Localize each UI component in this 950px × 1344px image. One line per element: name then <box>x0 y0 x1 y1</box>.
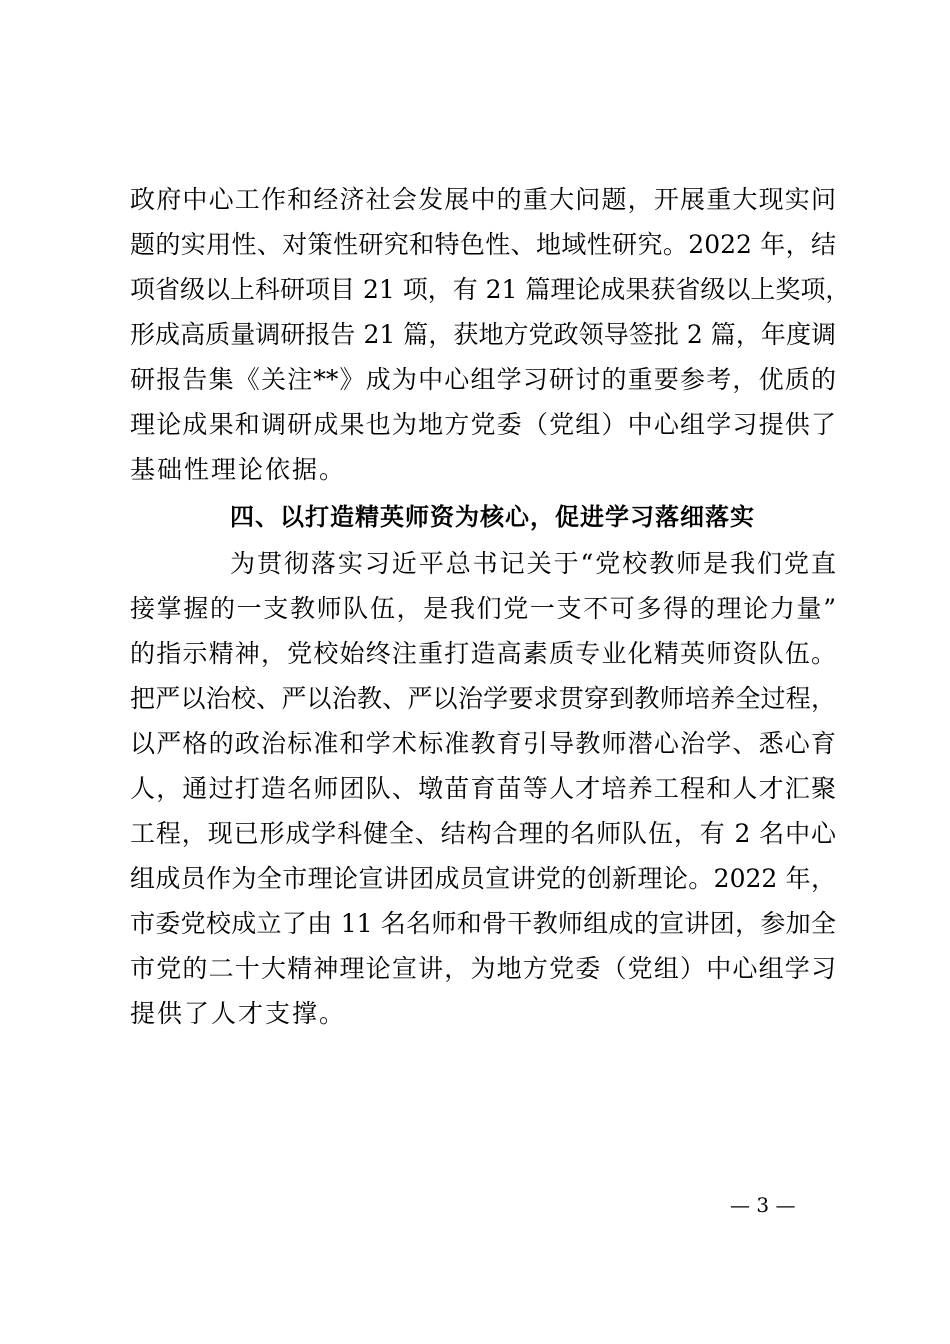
paragraph-1-line-6: 理论成果和调研成果也为地方党委（党组）中心组学习提供了 <box>130 410 836 439</box>
paragraph-2-line-11: 提供了人才支撑。 <box>130 999 347 1028</box>
paragraph-2-line-8: 组成员作为全市理论宣讲团成员宣讲党的创新理论。2022 年， <box>130 864 836 893</box>
paragraph-2-line-10: 市党的二十大精神理论宣讲，为地方党委（党组）中心组学习 <box>130 954 836 983</box>
section-heading: 四、以打造精英师资为核心，促进学习落细落实 <box>230 503 755 531</box>
paragraph-2-line-2: 接掌握的一支教师队伍，是我们党一支不可多得的理论力量” <box>130 594 836 623</box>
paragraph-2-line-1: 为贯彻落实习近平总书记关于“党校教师是我们党直 <box>230 549 836 578</box>
paragraph-1-line-3: 项省级以上科研项目 21 项，有 21 篇理论成果获省级以上奖项， <box>130 275 851 304</box>
paragraph-2-line-7: 工程，现已形成学科健全、结构合理的名师队伍，有 2 名中心 <box>130 819 836 848</box>
paragraph-1-line-5: 研报告集《关注**》成为中心组学习研讨的重要参考，优质的 <box>130 365 836 394</box>
paragraph-1-line-7: 基础性理论依据。 <box>130 455 347 484</box>
paragraph-1-line-4: 形成高质量调研报告 21 篇，获地方党政领导签批 2 篇，年度调 <box>130 320 836 349</box>
paragraph-2-line-5: 以严格的政治标准和学术标准教育引导教师潜心治学、悉心育 <box>130 729 836 758</box>
paragraph-2-line-9: 市委党校成立了由 11 名名师和骨干教师组成的宣讲团，参加全 <box>130 909 836 938</box>
paragraph-2-line-4: 把严以治校、严以治教、严以治学要求贯穿到教师培养全过程， <box>130 684 836 713</box>
paragraph-2-line-3: 的指示精神，党校始终注重打造高素质专业化精英师资队伍。 <box>130 639 836 668</box>
paragraph-1-line-2: 题的实用性、对策性研究和特色性、地域性研究。2022 年，结 <box>130 230 836 259</box>
paragraph-2-line-6: 人，通过打造名师团队、墩苗育苗等人才培养工程和人才汇聚 <box>130 774 836 803</box>
page-number: — 3 — <box>730 1193 796 1217</box>
paragraph-1-line-1: 政府中心工作和经济社会发展中的重大问题，开展重大现实问 <box>130 185 836 214</box>
